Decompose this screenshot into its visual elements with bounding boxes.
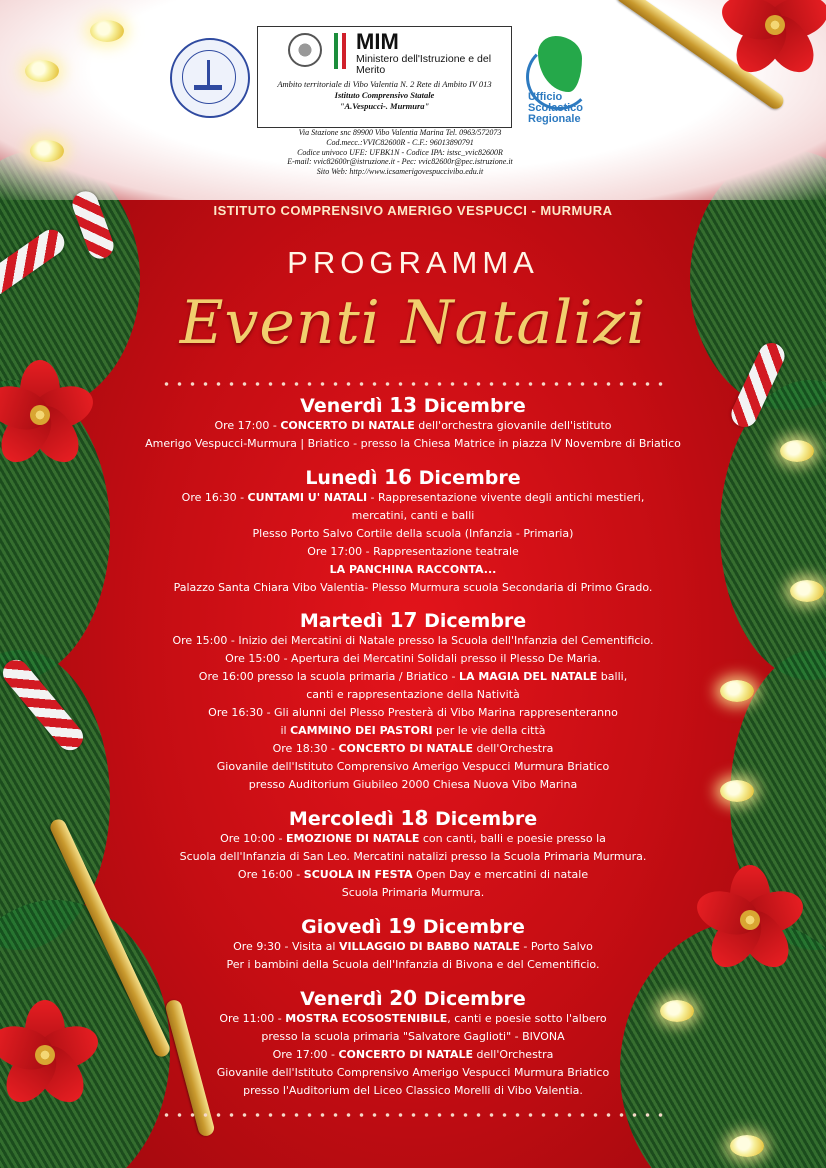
day-section [90, 915, 736, 974]
event-text: Palazzo Santa Chiara Vibo Valentia- Plesso Murmura scuola Secondaria di Primo Grado. [173, 581, 653, 594]
event-line [90, 650, 736, 668]
day-heading [90, 466, 736, 489]
event-text: il [280, 724, 291, 737]
day-section [90, 609, 736, 794]
event-text: Ore 17:00 - [214, 419, 281, 432]
event-text: Scuola Primaria Murmura. [341, 886, 485, 899]
event-line [90, 938, 736, 956]
event-line [90, 579, 736, 597]
ambito-line: Ambito territoriale di Vibo Valentia N. 2 Rete di Ambito IV 013 [277, 79, 492, 89]
event-text: Plesso Porto Salvo Cortile della scuola (Infanzia - Primaria) [252, 527, 574, 540]
poinsettia-flower-decoration [720, 0, 826, 80]
contact-line: E-mail: vvic82600r@istruzione.it - Pec: vvic82600r@pec.istruzione.it [287, 157, 513, 167]
event-title: CONCERTO DI NATALE [338, 742, 473, 755]
event-text: Amerigo Vespucci-Murmura | Briatico - presso la Chiesa Matrice in piazza IV Novembre di Briatico [145, 437, 681, 450]
mim-title: MIM [356, 29, 399, 54]
event-line [90, 1010, 736, 1028]
ambito-block [258, 79, 511, 112]
dotted-divider [160, 382, 666, 386]
regional-office-line: Regionale [528, 113, 581, 125]
event-title: VILLAGGIO DI BABBO NATALE [338, 940, 520, 953]
event-text: Ore 15:00 - Apertura dei Mercatini Solidali presso il Plesso De Maria. [225, 652, 601, 665]
day-heading [90, 807, 736, 830]
school-name: ISTITUTO COMPRENSIVO AMERIGO VESPUCCI - MURMURA [213, 203, 613, 218]
event-text: Open Day e mercatini di natale [412, 868, 589, 881]
event-text: canti e rappresentazione della Natività [306, 688, 520, 701]
istituto-nome-line: "A.Vespucci-. Murmura" [339, 101, 430, 111]
regional-office-text [528, 92, 618, 125]
day-number: 20 [389, 986, 418, 1010]
event-line [90, 830, 736, 848]
event-title: MOSTRA ECOSOSTENIBILE [285, 1012, 448, 1025]
day-heading [90, 394, 736, 417]
italian-flag-icon [334, 33, 346, 69]
day-heading [90, 609, 736, 632]
day-number: 18 [400, 806, 429, 830]
day-section [90, 466, 736, 597]
day-month: Dicembre [423, 395, 526, 417]
event-line [90, 704, 736, 722]
event-line [90, 1082, 736, 1100]
day-number: 16 [384, 465, 412, 489]
event-title: CUNTAMI U' NATALI [247, 491, 368, 504]
event-text: dell'Orchestra [472, 742, 554, 755]
event-line [90, 543, 736, 561]
event-line [90, 1064, 736, 1082]
event-line [90, 722, 736, 740]
event-text: balli, [597, 670, 628, 683]
contact-line: Codice univoco UFE: UFBK1N - Codice IPA: istsc_vvic82600R [297, 147, 503, 157]
regional-office-line: Ufficio [528, 91, 563, 103]
contact-line: Via Stazione snc 89900 Vibo Valentia Marina Tel. 0963/572073 [298, 128, 502, 137]
event-line [90, 1028, 736, 1046]
ministry-letterhead-box [257, 26, 512, 128]
event-line [90, 525, 736, 543]
day-heading [90, 915, 736, 938]
day-section [90, 987, 736, 1100]
event-text: Ore 16:30 - Gli alunni del Plesso Presterà di Vibo Marina rappresenteranno [208, 706, 618, 719]
event-title: SCUOLA IN FESTA [303, 868, 413, 881]
day-weekday: Mercoledì [288, 808, 394, 830]
event-line [90, 632, 736, 650]
event-text: Ore 15:00 - Inizio dei Mercatini di Natale presso la Scuola dell'Infanzia del Cementificio. [172, 634, 654, 647]
event-text: , canti e poesie sotto l'albero [447, 1012, 607, 1025]
event-line [90, 686, 736, 704]
event-text: Ore 17:00 - Rappresentazione teatrale [307, 545, 519, 558]
event-text: mercatini, canti e balli [351, 509, 475, 522]
event-text: presso Auditorium Giubileo 2000 Chiesa Nuova Vibo Marina [248, 778, 578, 791]
event-line [90, 884, 736, 902]
regional-office-logo [526, 36, 610, 125]
light-bulb-decoration [730, 1135, 764, 1157]
day-month: Dicembre [435, 808, 538, 830]
event-title: CONCERTO DI NATALE [338, 1048, 473, 1061]
day-month: Dicembre [424, 610, 527, 632]
event-text: Ore 16:30 - [181, 491, 248, 504]
event-text: Ore 16:00 presso la scuola primaria / Briatico - [198, 670, 459, 683]
event-text: per le vie della città [432, 724, 546, 737]
event-line [90, 848, 736, 866]
event-text: Giovanile dell'Istituto Comprensivo Amerigo Vespucci Murmura Briatico [216, 1066, 610, 1079]
istituto-statale-line: Istituto Comprensivo Statale [334, 90, 435, 100]
event-line [90, 435, 736, 453]
event-text: Ore 17:00 - [272, 1048, 339, 1061]
mim-subtitle: Ministero dell'Istruzione e del Merito [356, 53, 492, 76]
event-line [90, 561, 736, 579]
contact-line: Sito Web: http://www.icsamerigovespuccivibo.edu.it [316, 167, 484, 177]
event-text: Ore 18:30 - [272, 742, 339, 755]
day-number: 17 [389, 608, 418, 632]
event-line [90, 507, 736, 525]
event-line [90, 668, 736, 686]
light-bulb-decoration [790, 580, 824, 602]
event-text: Scuola dell'Infanzia di San Leo. Mercatini natalizi presso la Scuola Primaria Murmura. [179, 850, 647, 863]
event-text: Giovanile dell'Istituto Comprensivo Amerigo Vespucci Murmura Briatico [216, 760, 610, 773]
day-month: Dicembre [418, 467, 521, 489]
event-text: presso la scuola primaria "Salvatore Gaglioti" - BIVONA [261, 1030, 565, 1043]
day-weekday: Venerdì [300, 988, 383, 1010]
event-text: - Porto Salvo [519, 940, 593, 953]
poinsettia-flower-decoration [0, 360, 95, 470]
day-month: Dicembre [423, 988, 526, 1010]
event-text: con canti, balli e poesie presso la [419, 832, 606, 845]
event-text: dell'orchestra giovanile dell'istituto [414, 419, 612, 432]
contact-line: Cod.mecc.:VVIC82600R - C.F.: 96013890791 [326, 137, 474, 147]
day-section [90, 394, 736, 453]
italian-republic-emblem-icon [288, 33, 322, 67]
event-text: Ore 9:30 - Visita al [233, 940, 339, 953]
school-logo [170, 38, 250, 118]
event-text: Ore 11:00 - [219, 1012, 286, 1025]
event-line [90, 489, 736, 507]
event-title: EMOZIONE DI NATALE [285, 832, 420, 845]
event-line [90, 956, 736, 974]
event-text: dell'Orchestra [472, 1048, 554, 1061]
ship-icon [194, 60, 222, 90]
light-bulb-decoration [90, 20, 124, 42]
poinsettia-flower-decoration [0, 1000, 100, 1110]
event-text: Ore 10:00 - [220, 832, 286, 845]
event-line [90, 776, 736, 794]
day-number: 13 [389, 393, 418, 417]
light-bulb-decoration [780, 440, 814, 462]
event-title: CAMMINO DEI PASTORI [290, 724, 433, 737]
event-title: CONCERTO DI NATALE [280, 419, 415, 432]
light-bulb-decoration [25, 60, 59, 82]
event-title: LA PANCHINA RACCONTA... [329, 563, 497, 576]
event-text: Per i bambini della Scuola dell'Infanzia di Bivona e del Cementificio. [226, 958, 600, 971]
day-heading [90, 987, 736, 1010]
event-text: - Rappresentazione vivente degli antichi mestieri, [367, 491, 645, 504]
eventi-natalizi-title: Eventi Natalizi [179, 288, 647, 358]
programma-heading: PROGRAMMA [287, 245, 539, 280]
event-line [90, 740, 736, 758]
regional-office-line: Scolastico [528, 102, 584, 114]
event-text: Ore 16:00 - [237, 868, 304, 881]
day-weekday: Giovedì [301, 916, 382, 938]
event-title: LA MAGIA DEL NATALE [459, 670, 598, 683]
contact-info [240, 128, 560, 177]
day-weekday: Martedì [299, 610, 383, 632]
event-line [90, 758, 736, 776]
light-bulb-decoration [30, 140, 64, 162]
candy-cane-decoration [0, 655, 88, 756]
dotted-divider [160, 1113, 666, 1117]
day-weekday: Venerdì [300, 395, 383, 417]
day-number: 19 [388, 914, 417, 938]
event-line [90, 1046, 736, 1064]
event-line [90, 417, 736, 435]
day-section [90, 807, 736, 902]
event-text: presso l'Auditorium del Liceo Classico Morelli di Vibo Valentia. [243, 1084, 583, 1097]
event-line [90, 866, 736, 884]
day-month: Dicembre [422, 916, 525, 938]
day-weekday: Lunedì [305, 467, 378, 489]
